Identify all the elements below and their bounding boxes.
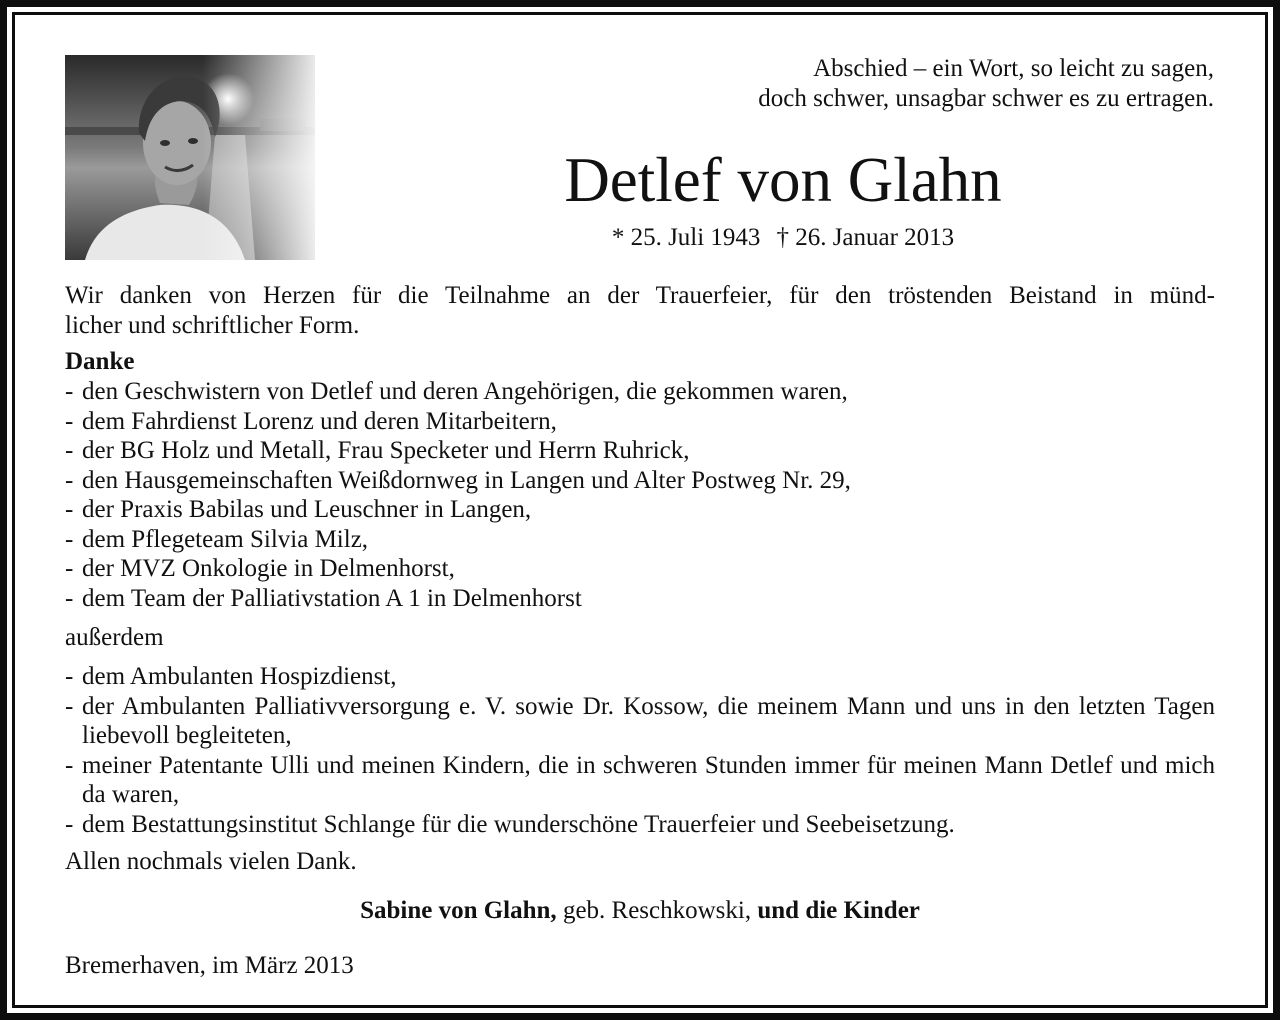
- deceased-name: Detlef von Glahn: [564, 145, 1002, 215]
- list-item: [65, 810, 1215, 840]
- list-dash: -: [65, 663, 74, 690]
- list-dash: -: [65, 466, 74, 494]
- list-item: [65, 466, 1215, 496]
- intro-line-2: licher und schriftlicher Form.: [65, 311, 360, 339]
- list-dash: -: [65, 437, 74, 464]
- list-item: [65, 692, 1215, 751]
- place-date: Bremerhaven, im März 2013: [65, 952, 354, 979]
- thanks-list-2: [65, 662, 1215, 839]
- list-item: [65, 495, 1215, 525]
- signature-maiden-name: geb. Reschkowski,: [562, 897, 752, 924]
- list-item: [65, 525, 1215, 555]
- intro-paragraph: [65, 281, 1215, 340]
- danke-heading: Danke: [65, 348, 135, 375]
- list-item: [65, 377, 1215, 407]
- list-item-text: dem Pflegeteam Silvia Milz,: [82, 525, 369, 553]
- signature-name: Sabine von Glahn,: [360, 897, 557, 924]
- list-dash: -: [65, 525, 74, 553]
- death-date: † 26. Januar 2013: [776, 224, 955, 251]
- portrait-photo: [65, 55, 315, 260]
- list-item: [65, 662, 1215, 692]
- list-item-text: dem Bestattungsinstitut Schlange für die wunderschöne Trauerfeier und Seebeisetzung.: [82, 810, 955, 838]
- list-dash: -: [65, 810, 74, 838]
- list-dash: -: [65, 407, 74, 435]
- farewell-quote: [758, 54, 1214, 114]
- list-dash: -: [65, 692, 74, 720]
- signature: [65, 896, 1215, 926]
- quote-line-1: Abschied – ein Wort, so leicht zu sagen,: [813, 55, 1214, 82]
- life-dates: [330, 223, 1236, 253]
- list-dash: -: [65, 378, 74, 405]
- list-item-text: dem Ambulanten Hospizdienst,: [82, 663, 397, 690]
- list-item: [65, 554, 1215, 584]
- birth-date: * 25. Juli 1943: [611, 224, 761, 251]
- list-item-text: der BG Holz und Metall, Frau Specketer und Herrn Ruhrick,: [82, 437, 690, 464]
- list-item-text: den Hausgemeinschaften Weißdornweg in Langen und Alter Postweg Nr. 29,: [82, 466, 851, 494]
- list-item-text: dem Team der Palliativstation A 1 in Delmenhorst: [82, 584, 582, 612]
- list-item-text: meiner Patentante Ulli und meinen Kindern, die in schweren Stunden immer für meinen Mann Detlef und mich da waren,: [82, 751, 1215, 808]
- list-item: [65, 407, 1215, 437]
- list-dash: -: [65, 751, 74, 779]
- ausserdem-label: außerdem: [65, 624, 164, 651]
- list-dash: -: [65, 555, 74, 582]
- list-item: [65, 436, 1215, 466]
- list-item: [65, 584, 1215, 614]
- quote-line-2: doch schwer, unsagbar schwer es zu ertragen.: [758, 85, 1214, 112]
- list-item: [65, 751, 1215, 810]
- list-item-text: der Praxis Babilas und Leuschner in Langen,: [82, 496, 532, 523]
- signature-family: und die Kinder: [757, 897, 920, 924]
- list-item-text: den Geschwistern von Detlef und deren Angehörigen, die gekommen waren,: [82, 378, 848, 405]
- list-dash: -: [65, 496, 74, 523]
- list-item-text: der Ambulanten Palliativversorgung e. V. sowie Dr. Kossow, die meinem Mann und uns in den letzten Tagen liebevoll begleiteten,: [82, 692, 1215, 749]
- list-item-text: dem Fahrdienst Lorenz und deren Mitarbeitern,: [82, 407, 557, 435]
- intro-line-1: Wir danken von Herzen für die Teilnahme an der Trauerfeier, für den tröstenden Beistand in münd-: [65, 282, 1215, 309]
- list-dash: -: [65, 584, 74, 612]
- list-item-text: der MVZ Onkologie in Delmenhorst,: [82, 555, 455, 582]
- closing-line: Allen nochmals vielen Dank.: [65, 848, 357, 875]
- thanks-list-1: [65, 377, 1215, 613]
